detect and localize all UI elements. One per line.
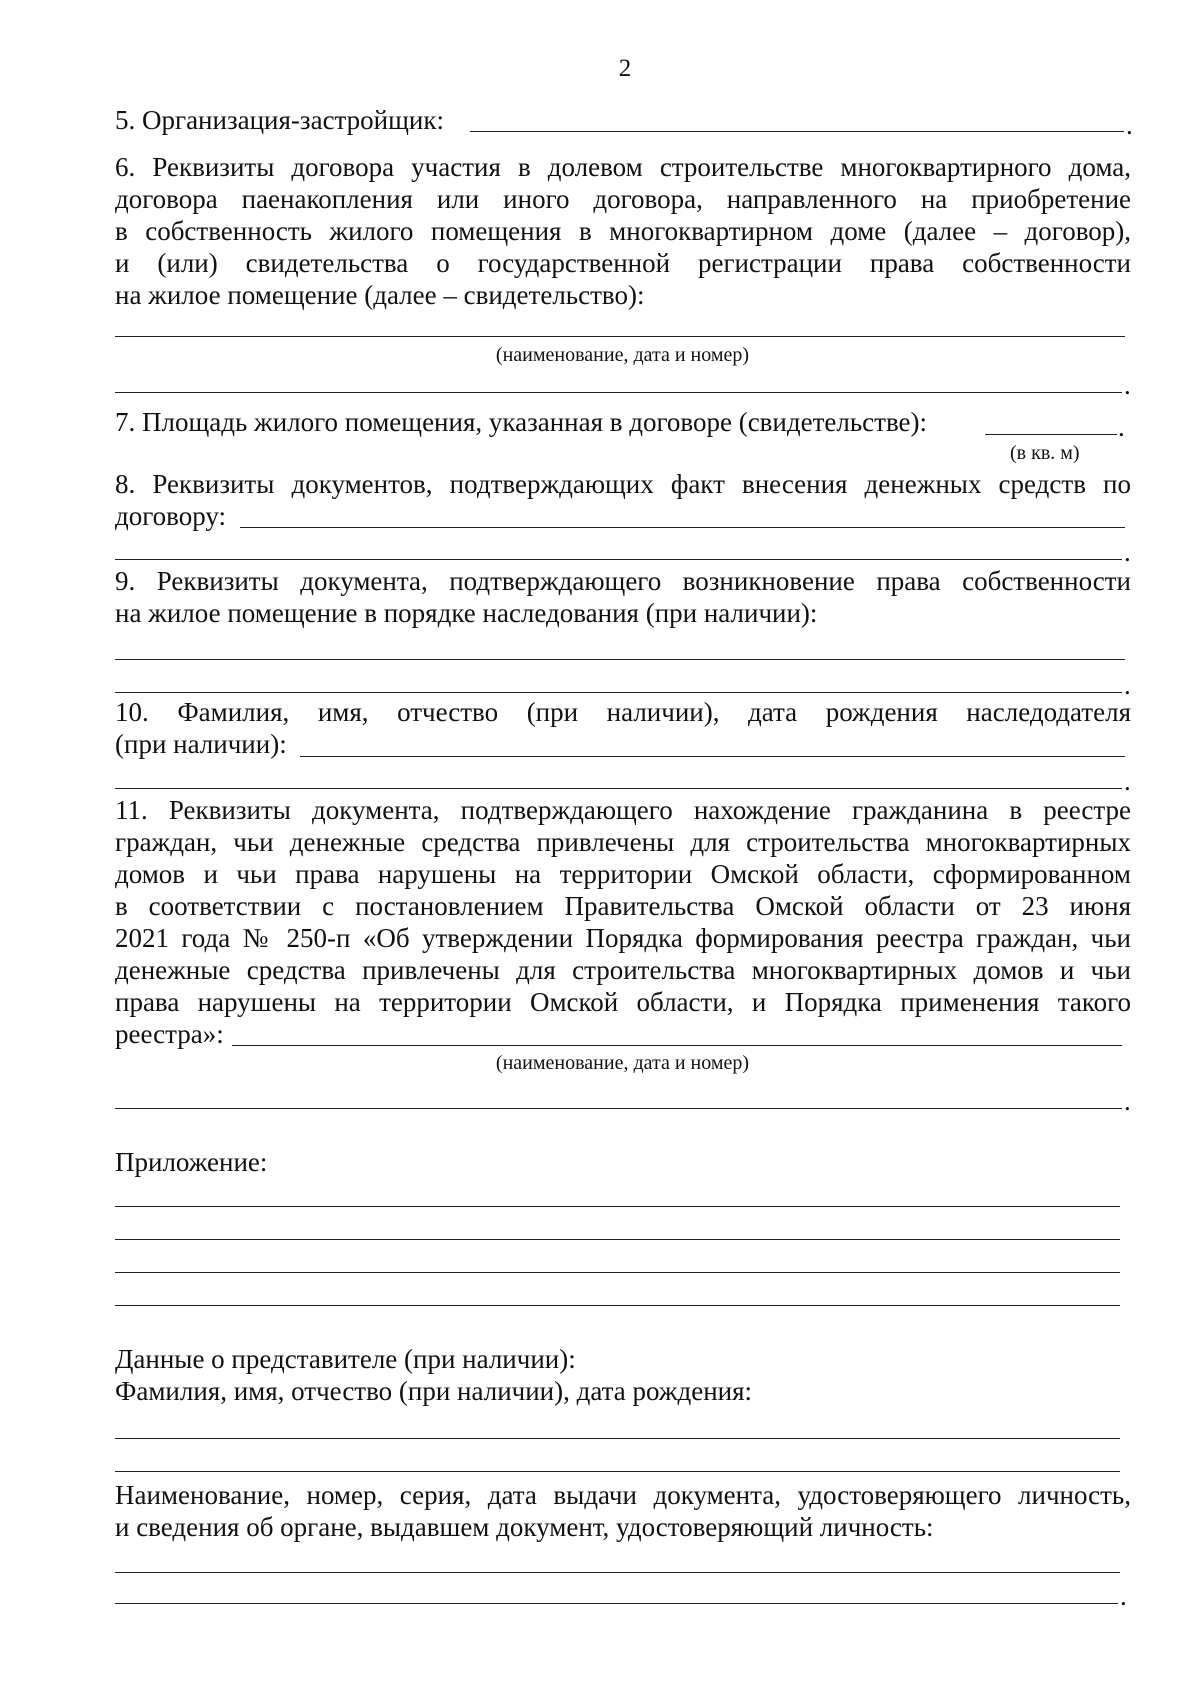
item6-end-period: .	[1124, 370, 1131, 400]
item11-line-1: 11. Реквизиты документа, подтверждающего нахождение гражданина в реестре	[115, 795, 1131, 825]
item9-inheritance-field-2[interactable]	[115, 692, 1122, 693]
item6-contract-field[interactable]	[115, 336, 1125, 337]
item6-line-5: на жилое помещение (далее – свидетельство):	[115, 280, 645, 310]
id-document-end-period: .	[1120, 1581, 1127, 1611]
item5-developer-field[interactable]	[470, 131, 1124, 132]
item11-registry-field-2[interactable]	[115, 1108, 1122, 1109]
item6-line-4: и (или) свидетельства о государственной регистрации права собственности	[115, 248, 1131, 278]
representative-heading: Данные о представителе (при наличии):	[115, 1344, 576, 1374]
item9-end-period: .	[1124, 670, 1131, 700]
item10-line-2: (при наличии):	[115, 729, 287, 759]
item11-line-3: домов и чьи права нарушены на территории Омской области, сформированном	[115, 859, 1131, 889]
item6-line-3: в собственность жилого помещения в многоквартирном доме (далее – договор),	[115, 216, 1131, 246]
item10-testator-field[interactable]	[300, 756, 1125, 757]
item6-contract-field-2[interactable]	[115, 392, 1122, 393]
item8-line-2: договору:	[115, 501, 226, 531]
item11-caption: (наименование, дата и номер)	[495, 1052, 750, 1074]
item7-label: 7. Площадь жилого помещения, указанная в договоре (свидетельстве):	[115, 407, 928, 437]
id-document-line-2: и сведения об органе, выдавшем документ, удостоверяющий личность:	[115, 1512, 934, 1542]
attachment-field-3[interactable]	[115, 1272, 1120, 1273]
item10-line-1: 10. Фамилия, имя, отчество (при наличии), дата рождения наследодателя	[115, 697, 1131, 727]
id-document-line-1: Наименование, номер, серия, дата выдачи документа, удостоверяющего личность,	[115, 1480, 1131, 1510]
item11-line-4: в соответствии с постановлением Правительства Омской области от 23 июня	[115, 891, 1131, 921]
item8-payment-field-2[interactable]	[115, 559, 1122, 560]
representative-name-label: Фамилия, имя, отчество (при наличии), дата рождения:	[115, 1376, 753, 1406]
item6-line-2: договора паенакопления или иного договора, направленного на приобретение	[115, 184, 1131, 214]
item9-line-2: на жилое помещение в порядке наследования (при наличии):	[115, 598, 818, 628]
item11-line-2: граждан, чьи денежные средства привлечены для строительства многоквартирных	[115, 827, 1131, 857]
page-number: 2	[618, 55, 632, 82]
item6-line-1: 6. Реквизиты договора участия в долевом строительстве многоквартирного дома,	[115, 152, 1131, 182]
representative-name-field-2[interactable]	[115, 1471, 1120, 1472]
item9-inheritance-field[interactable]	[115, 659, 1125, 660]
item8-end-period: .	[1124, 537, 1131, 567]
attachment-field-1[interactable]	[115, 1206, 1120, 1207]
item11-end-period: .	[1124, 1086, 1131, 1116]
attachment-label: Приложение:	[115, 1147, 268, 1177]
item7-area-field[interactable]	[985, 434, 1117, 435]
attachment-field-2[interactable]	[115, 1239, 1120, 1240]
item11-line-5: 2021 года № 250-п «Об утверждении Порядка формирования реестра граждан, чьи	[115, 923, 1131, 953]
item11-line-7: права нарушены на территории Омской области, и Порядка применения такого	[115, 987, 1131, 1017]
item11-line-6: денежные средства привлечены для строительства многоквартирных домов и чьи	[115, 955, 1131, 985]
item8-payment-field[interactable]	[240, 527, 1125, 528]
item8-line-1: 8. Реквизиты документов, подтверждающих факт внесения денежных средств по	[115, 469, 1131, 499]
item5-label: 5. Организация-застройщик:	[115, 105, 444, 135]
item7-end-period: .	[1118, 412, 1125, 442]
attachment-field-4[interactable]	[115, 1305, 1120, 1306]
item10-end-period: .	[1124, 766, 1131, 796]
id-document-field-2[interactable]	[115, 1603, 1118, 1604]
item11-line-8: реестра»:	[115, 1019, 224, 1049]
representative-name-field[interactable]	[115, 1438, 1120, 1439]
item5-end-period: .	[1126, 110, 1133, 140]
item10-testator-field-2[interactable]	[115, 788, 1122, 789]
item9-line-1: 9. Реквизиты документа, подтверждающего возникновение права собственности	[115, 566, 1131, 596]
item11-registry-field[interactable]	[232, 1045, 1122, 1046]
id-document-field[interactable]	[115, 1572, 1120, 1573]
item7-caption: (в кв. м)	[1010, 442, 1080, 464]
item6-caption: (наименование, дата и номер)	[495, 344, 750, 366]
